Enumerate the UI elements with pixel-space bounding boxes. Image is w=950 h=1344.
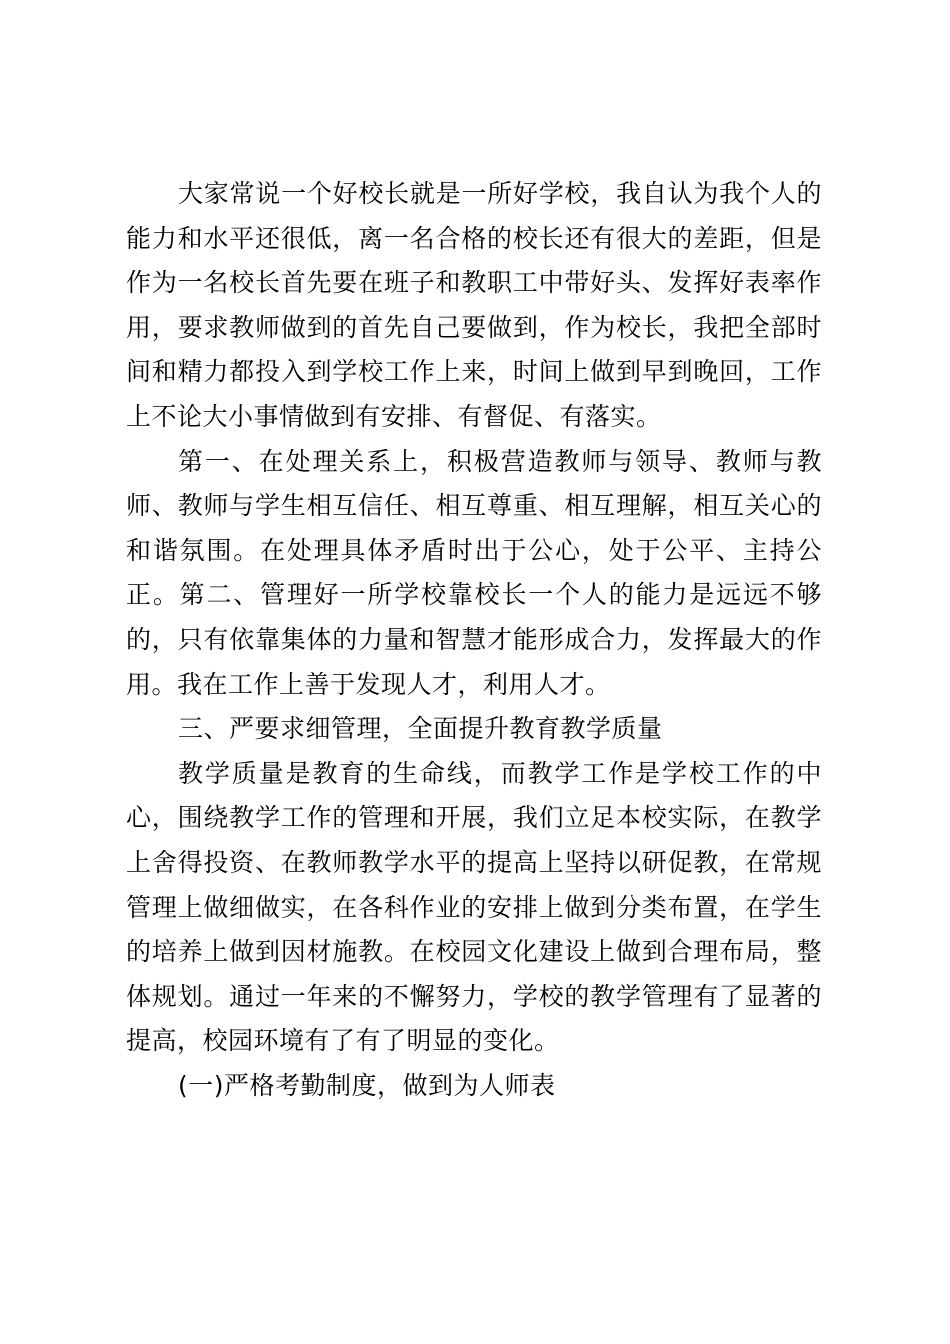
document-body (126, 172, 822, 1108)
paragraph-teaching-quality: 教学质量是教育的生命线，而教学工作是学校工作的中心，围绕教学工作的管理和开展，我们立足本校实际，在教学上舍得投资、在教师教学水平的提高上坚持以研促教，在常规管理上做细做实，在各科作业的安排上做到分类布置，在学生的培养上做到因材施教。在校园文化建设上做到合理布局，整体规划。通过一年来的不懈努力，学校的教学管理有了显著的提高，校园环境有了有了明显的变化。 (126, 758, 822, 1056)
paragraph-principal-role: 大家常说一个好校长就是一所好学校，我自认为我个人的能力和水平还很低，离一名合格的校长还有很大的差距，但是作为一名校长首先要在班子和教职工中带好头、发挥好表率作用，要求教师做到的首先自己要做到，作为校长，我把全部时间和精力都投入到学校工作上来，时间上做到早到晚回，工作上不论大小事情做到有安排、有督促、有落实。 (126, 179, 822, 431)
paragraph-relationships: 第一、在处理关系上，积极营造教师与领导、教师与教师、教师与学生相互信任、相互尊重、相互理解，相互关心的和谐氛围。在处理具体矛盾时出于公心，处于公平、主持公正。第二、管理好一所学校靠校长一个人的能力是远远不够的，只有依靠集体的力量和智慧才能形成合力，发挥最大的作用。我在工作上善于发现人才，利用人才。 (126, 446, 822, 699)
section-heading-three: 三、严要求细管理，全面提升教育教学质量 (178, 714, 663, 744)
subsection-heading-one: (一)严格考勤制度，做到为人师表 (178, 1070, 556, 1100)
